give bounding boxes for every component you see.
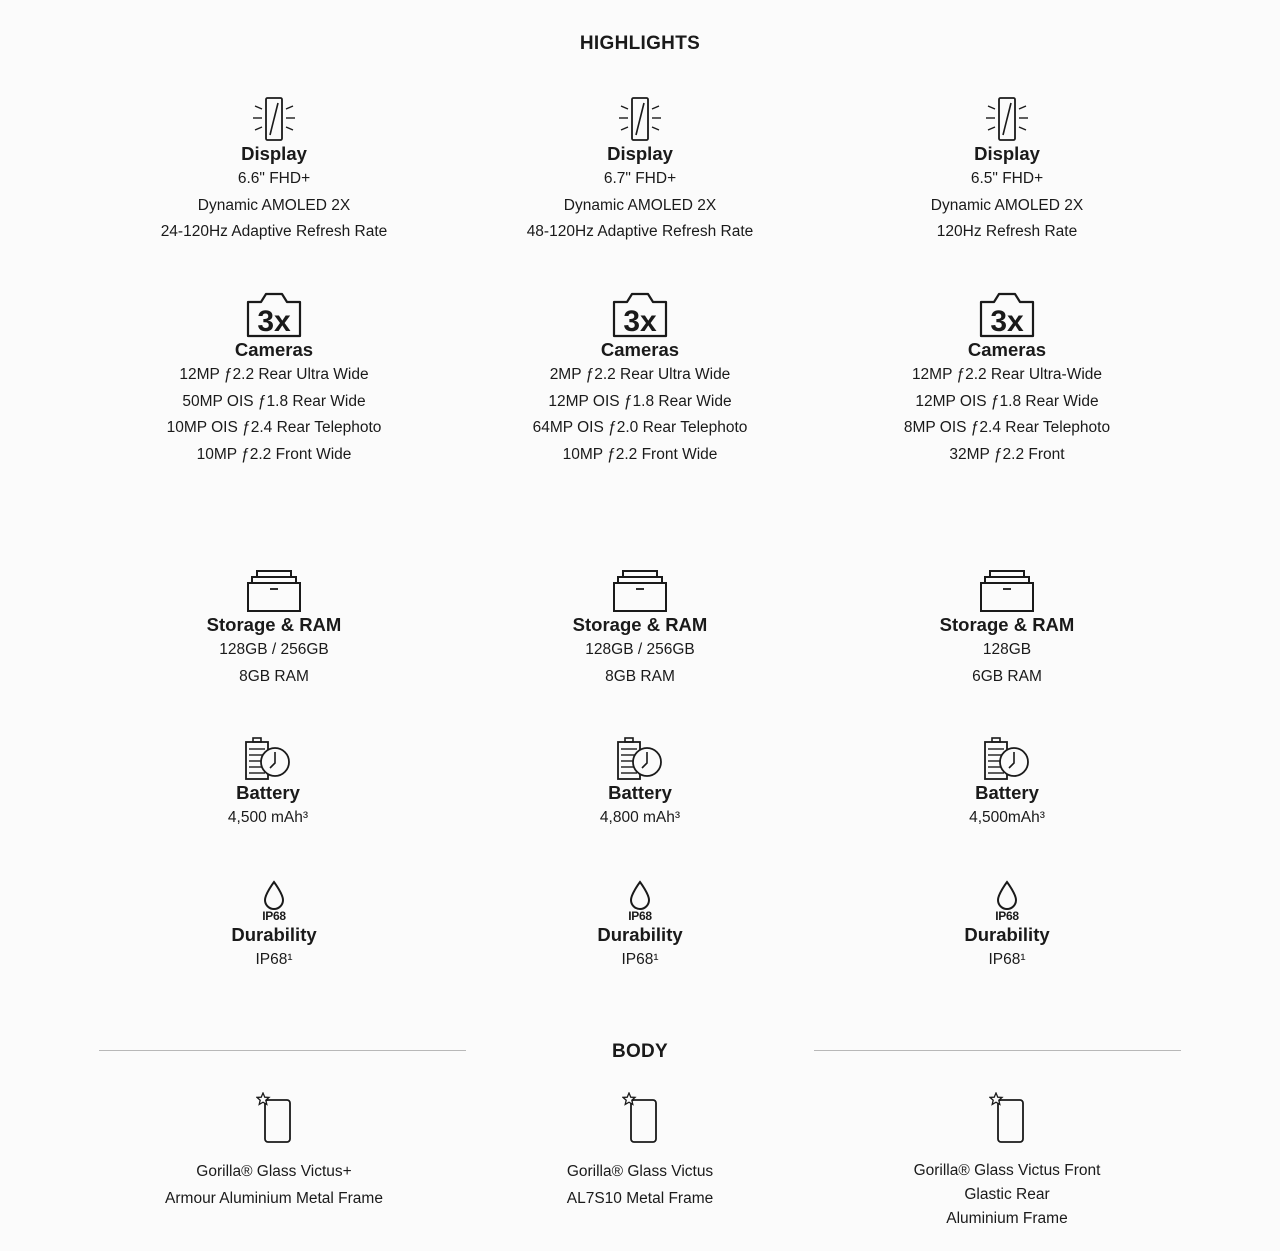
storage-title: Storage & RAM [572, 614, 708, 635]
cameras-line: 10MP ƒ2.2 Front Wide [562, 445, 718, 463]
body-heading: BODY [611, 1041, 669, 1062]
durability-line: IP68¹ [255, 951, 293, 968]
storage-spec-col1 [134, 569, 414, 690]
battery-line: 4,800 mAh³ [599, 809, 681, 826]
body-line: Glastic Rear [964, 1186, 1050, 1203]
durability-spec-col3 [867, 880, 1147, 974]
durability-line: IP68¹ [621, 951, 659, 968]
water-drop-icon [628, 880, 652, 910]
display-line: 120Hz Refresh Rate [936, 223, 1078, 241]
battery-clock-icon [983, 737, 1031, 781]
cameras-line: 64MP OIS ƒ2.0 Rear Telephoto [532, 419, 748, 437]
body-spec-col1 [134, 1092, 414, 1212]
battery-spec-col1 [128, 737, 408, 832]
display-spec-col1 [134, 96, 414, 246]
water-drop-icon [262, 880, 286, 910]
display-line: Dynamic AMOLED 2X [197, 196, 351, 214]
cameras-line: 12MP ƒ2.2 Rear Ultra-Wide [911, 366, 1103, 383]
cameras-line: 32MP ƒ2.2 Front [949, 445, 1065, 463]
storage-line: 128GB / 256GB [585, 641, 695, 658]
cameras-line: 50MP OIS ƒ1.8 Rear Wide [182, 392, 366, 410]
body-line: Gorilla® Glass Victus+ [196, 1163, 352, 1180]
durability-spec-col2 [500, 880, 780, 974]
cameras-line: 8MP OIS ƒ2.4 Rear Telephoto [903, 419, 1111, 437]
cameras-spec-col2 [500, 292, 780, 468]
storage-icon [246, 569, 302, 613]
durability-line: IP68¹ [988, 951, 1026, 968]
body-line: Gorilla® Glass Victus [566, 1163, 714, 1180]
display-title: Display [607, 143, 673, 164]
cameras-line: 2MP ƒ2.2 Rear Ultra Wide [549, 366, 731, 383]
battery-title: Battery [236, 782, 300, 803]
display-line: 6.6" FHD+ [237, 170, 311, 187]
storage-line: 8GB RAM [605, 667, 675, 685]
cameras-title: Cameras [967, 339, 1047, 360]
ip-rating-icon-label: IP68 [628, 909, 652, 923]
camera-3x-icon [611, 292, 669, 338]
display-line: 6.7" FHD+ [603, 170, 677, 187]
display-spec-col2 [500, 96, 780, 246]
camera-icon-text: 3x [257, 305, 291, 338]
storage-line: 128GB / 256GB [219, 641, 329, 658]
durability-title: Durability [597, 924, 683, 945]
battery-spec-col2 [500, 737, 780, 832]
cameras-line: 12MP OIS ƒ1.8 Rear Wide [915, 392, 1099, 410]
display-line: Dynamic AMOLED 2X [930, 196, 1084, 214]
cameras-line: 10MP OIS ƒ2.4 Rear Telephoto [166, 419, 382, 437]
cameras-spec-col3 [867, 292, 1147, 468]
durability-spec-col1 [134, 880, 414, 974]
battery-title: Battery [608, 782, 672, 803]
body-line: Aluminium Frame [946, 1210, 1068, 1227]
display-line: 48-120Hz Adaptive Refresh Rate [526, 223, 754, 241]
storage-line: 8GB RAM [239, 667, 309, 685]
camera-icon-text: 3x [623, 305, 657, 338]
cameras-line: 10MP ƒ2.2 Front Wide [196, 445, 352, 463]
camera-3x-icon [978, 292, 1036, 338]
cameras-title: Cameras [234, 339, 314, 360]
display-line: 24-120Hz Adaptive Refresh Rate [160, 223, 388, 241]
body-line: Armour Aluminium Metal Frame [165, 1189, 383, 1207]
camera-3x-icon [245, 292, 303, 338]
battery-line: 4,500mAh³ [969, 809, 1045, 826]
water-drop-icon [995, 880, 1019, 910]
body-spec-col2 [500, 1092, 780, 1212]
cameras-line: 12MP OIS ƒ1.8 Rear Wide [548, 392, 732, 410]
phone-glass-star-icon [256, 1092, 292, 1144]
body-spec-col3 [867, 1092, 1147, 1231]
display-line: Dynamic AMOLED 2X [563, 196, 717, 214]
storage-icon [979, 569, 1035, 613]
display-icon [617, 96, 663, 142]
display-line: 6.5" FHD+ [970, 170, 1044, 187]
display-title: Display [974, 143, 1040, 164]
display-title: Display [241, 143, 307, 164]
storage-line: 6GB RAM [972, 667, 1042, 685]
body-line: AL7S10 Metal Frame [566, 1189, 714, 1207]
storage-spec-col2 [500, 569, 780, 690]
camera-icon-text: 3x [990, 305, 1024, 338]
ip-rating-icon-label: IP68 [262, 909, 286, 923]
display-icon [251, 96, 297, 142]
highlights-heading: HIGHLIGHTS [579, 33, 701, 54]
cameras-line: 12MP ƒ2.2 Rear Ultra Wide [179, 366, 369, 383]
display-spec-col3 [867, 96, 1147, 246]
cameras-title: Cameras [600, 339, 680, 360]
cameras-spec-col1 [134, 292, 414, 468]
storage-icon [612, 569, 668, 613]
phone-glass-star-icon [989, 1092, 1025, 1144]
storage-line: 128GB [982, 641, 1032, 658]
battery-title: Battery [975, 782, 1039, 803]
battery-clock-icon [244, 737, 292, 781]
storage-title: Storage & RAM [939, 614, 1075, 635]
battery-spec-col3 [867, 737, 1147, 832]
phone-glass-star-icon [622, 1092, 658, 1144]
ip-rating-icon-label: IP68 [995, 909, 1019, 923]
storage-spec-col3 [867, 569, 1147, 690]
storage-title: Storage & RAM [206, 614, 342, 635]
body-line: Gorilla® Glass Victus Front [913, 1162, 1101, 1179]
display-icon [984, 96, 1030, 142]
durability-title: Durability [964, 924, 1050, 945]
durability-title: Durability [231, 924, 317, 945]
battery-clock-icon [616, 737, 664, 781]
battery-line: 4,500 mAh³ [227, 809, 309, 826]
